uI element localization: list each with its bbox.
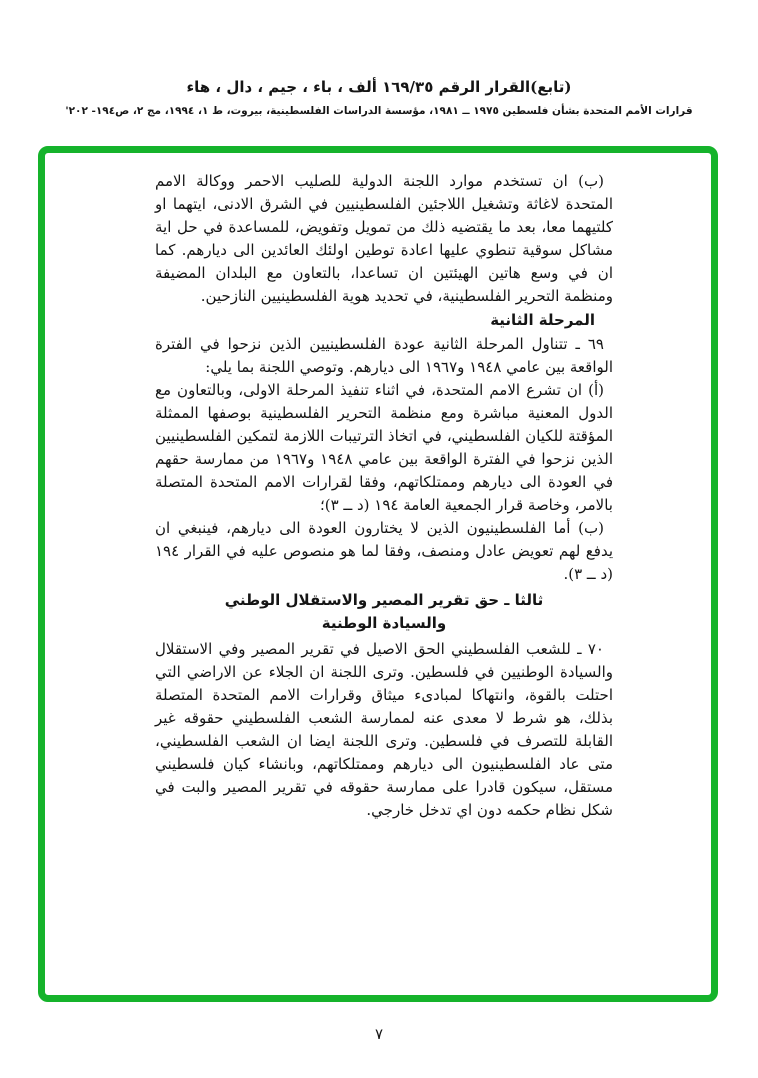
page-number: ٧: [374, 1025, 384, 1043]
paragraph-69: ٦٩ ـ تتناول المرحلة الثانية عودة الفلسطينيين الذين نزحوا في الفترة الواقعة بين عامي ١٩٤٨ و١٩٦٧ الى ديارهم. وتوصي اللجنة بما يلي:: [155, 335, 613, 376]
body-text: [155, 170, 613, 822]
paragraph-b-compensation: (ب) أما الفلسطينيون الذين لا يختارون العودة الى ديارهم، فينبغي ان يدفع لهم تعويض عادل ومنصف، وفقا لما هو منصوص عليه في القرار ١٩٤ (د ــ ٣).: [155, 519, 613, 583]
section-heading-line-1: ثالثا ـ حق تقرير المصير والاستقلال الوطني: [224, 591, 544, 609]
section-heading-third: [155, 589, 613, 635]
paragraph-a: (أ) ان تشرع الامم المتحدة، في اثناء تنفيذ المرحلة الاولى، وبالتعاون مع الدول المعنية مباشرة ومع منظمة التحرير الفلسطينية بوصفها الممثلة المؤقتة للكيان الفلسطيني، في اتخاذ الترتيبات اللازمة لتمكين الفلسطينيين الذين نزحوا في الفترة الواقعة بين عامي ١٩٤٨ و١٩٦٧ من ممارسة حقهم في العودة الى ديارهم وممتلكاتهم، وفقا لقرارات الامم المتحدة المتصلة بالامر، وخاصة قرار الجمعية العامة ١٩٤ (د ــ ٣)؛: [155, 381, 613, 514]
section-heading-line-2: والسيادة الوطنية: [321, 614, 447, 632]
header-source-line: قرارات الأمم المتحدة بشأن فلسطين ١٩٧٥ ــ ١٩٨١، مؤسسة الدراسات الفلسطينية، بيروت، ط ١، ١٩٩٤، مج ٢، ص١٩٤- ٢٠٢': [65, 105, 693, 117]
paragraph-b-first-stage: (ب) ان تستخدم موارد اللجنة الدولية للصليب الاحمر ووكالة الامم المتحدة لاغاثة وتشغيل اللاجئين الفلسطينيين في الشرق الادنى، ايتهما او كلتيهما معا، بعد ما يقتضيه ذلك من تمويل وتفويض، للمساعدة في حل اية مشاكل سوقية تنطوي عليها اعادة توطين اولئك العائدين الى ديارهم. كما ان في وسع هاتين الهيئتين ان تساعدا، بالتعاون مع البلدان المضيفة ومنظمة التحرير الفلسطينية، في تحديد هوية الفلسطينيين النازحين.: [155, 172, 613, 305]
header-title: (تابع)القرار الرقم ١٦٩/٣٥ ألف ، باء ، جيم ، دال ، هاء: [186, 78, 572, 96]
paragraph-70: ٧٠ ـ للشعب الفلسطيني الحق الاصيل في تقرير المصير وفي الاستقلال والسيادة الوطنيين في فلسطين. وترى اللجنة ان الجلاء عن الاراضي التي احتلت بالقوة، وانتهاكا لمبادىء ميثاق وقرارات الامم المتحدة المتصلة بذلك، هو شرط لا معدى عنه لممارسة الشعب الفلسطيني حقوقه غير القابلة للتصرف في فلسطين. وترى اللجنة ايضا ان الشعب الفلسطيني، متى عاد الفلسطينيون الى ديارهم وممتلكاتهم، وبانشاء كيان فلسطيني مستقل، سيكون قادرا على ممارسة حقوقه في تقرير المصير والبت في شكل نظام حكمه دون اي تدخل خارجي.: [155, 640, 613, 819]
subheading-second-stage: المرحلة الثانية: [490, 311, 595, 329]
